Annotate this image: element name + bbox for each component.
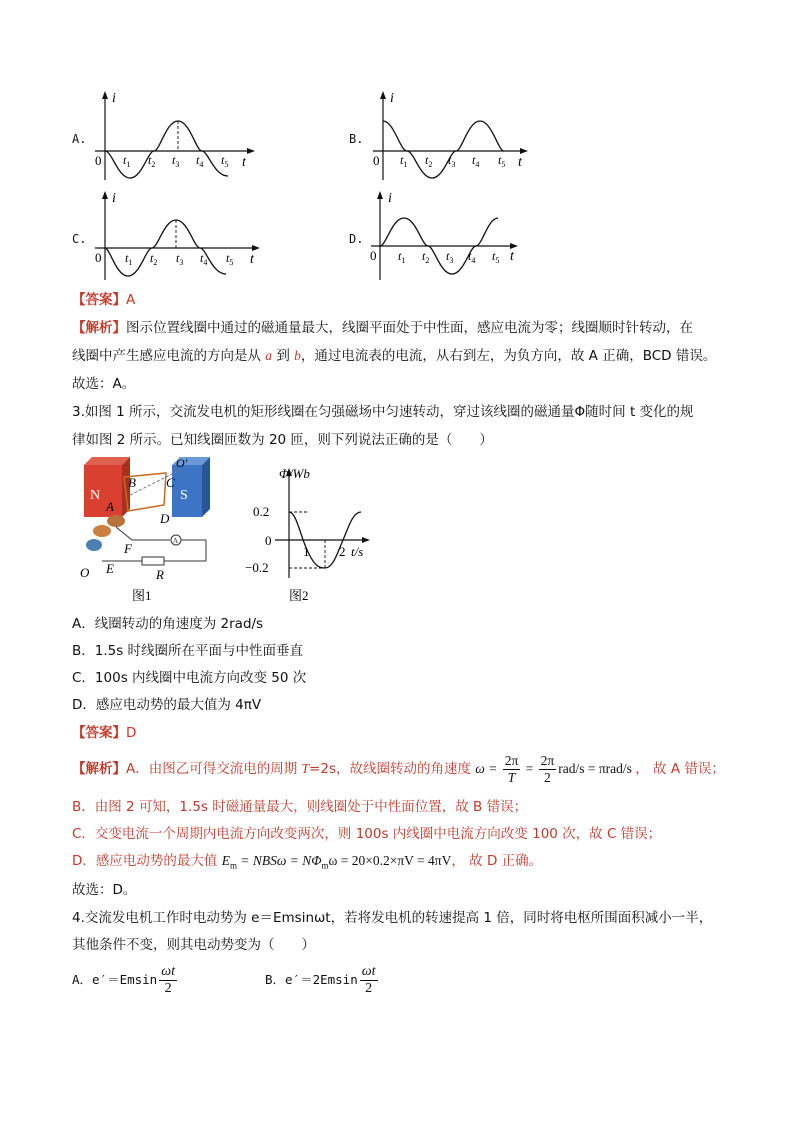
option-d-label: D. [349,232,364,246]
svg-text:t2: $t_2$ [150,251,158,267]
graph-d [368,188,528,283]
svg-text:t4: $t_4$ [196,153,204,169]
svg-text:0: 0 [265,533,272,548]
svg-text:A: A [106,499,114,514]
svg-text:t1: $t_1$ [400,153,408,169]
svg-text:0: 0 [373,153,380,168]
q3-analysis-d: D．感应电动势的最大值 $E_m = NBS\omega = N\Phi_m\omega = 20\times 0.2\times\pi V = 4\pi V$， 故 D 正确。 [72,853,543,871]
svg-text:t5: $t_5$ [492,249,500,265]
svg-text:t: t [510,249,514,264]
option-c-label: C. [72,232,87,246]
svg-text:t2: $t_2$ [148,153,156,169]
svg-text:t2: $t_2$ [422,249,430,265]
q3-analysis-b: B．由图 2 可知，1.5s 时磁通量最大，则线圈处于中性面位置，故 B 错误； [72,799,528,815]
svg-text:S: S [180,488,188,503]
svg-text:t3: $t_3$ [176,251,184,267]
q3-option-b: B．1.5s 时线圈所在平面与中性面垂直 [72,643,304,659]
svg-text:0.2: 0.2 [253,504,270,519]
q3-stem-2: 律如图 2 所示。已知线圈匝数为 20 匝，则下列说法正确的是（ ） [72,432,493,448]
svg-text:−0.2: −0.2 [245,560,269,575]
graph-c [90,188,265,283]
figure-1-generator [72,455,232,605]
graph-a [90,88,260,183]
q4-stem-1: 4.交流发电机工作时电动势为 e＝Emsinωt，若将发电机的转速提高 1 倍，同时将电枢所围面积减小一半， [72,910,713,926]
svg-text:C: C [166,475,175,490]
q2-answer: 【答案】A [72,292,136,308]
svg-text:D: D [160,511,170,526]
q2-analysis-1: 【解析】图示位置线圈中通过的磁通量最大，线圈平面处于中性面，感应电流为零；线圈顺时针转动，在 [72,320,693,336]
q3-option-a: A．线圈转动的角速度为 2rad/s [72,616,264,632]
axis-i: i [112,91,116,106]
svg-text:O: O [80,565,90,580]
svg-text:t: t [250,252,254,267]
graph-b [368,88,538,183]
svg-text:t5: $t_5$ [226,251,234,267]
svg-text:Φ/Wb: Φ/Wb [279,466,310,481]
svg-text:E: E [106,561,114,576]
svg-text:t1: $t_1$ [398,249,406,265]
svg-text:A: A [173,537,179,545]
svg-text:N: N [90,488,101,503]
q2-choose: 故选：A。 [72,376,136,392]
q4-option-a: A．e′＝Emsin $\frac{\omega t}{2}$ [72,964,175,996]
svg-text:t1: $t_1$ [123,153,131,169]
figure-2-caption: 图2 [289,588,309,603]
q3-stem-1: 3.如图 1 所示，交流发电机的矩形线圈在匀强磁场中匀速转动，穿过该线圈的磁通量Φ随时间 t 变化的规 [72,404,694,420]
svg-text:t/s: t/s [351,544,364,559]
svg-text:t4: $t_4$ [468,249,476,265]
q3-answer: 【答案】D [72,725,137,741]
svg-text:t4: $t_4$ [200,251,208,267]
svg-text:2: 2 [339,544,346,559]
svg-text:t2: $t_2$ [425,153,433,169]
svg-text:i: i [112,191,116,206]
svg-text:i: i [390,91,394,106]
svg-text:B: B [128,475,136,490]
svg-text:1: 1 [303,544,310,559]
q3-option-d: D．感应电动势的最大值为 4πV [72,697,262,713]
q4-stem-2: 其他条件不变，则其电动势变为（ ） [72,937,315,953]
svg-text:t3: $t_3$ [448,153,456,169]
svg-text:0: 0 [95,153,102,168]
svg-text:0: 0 [95,250,102,265]
svg-text:F: F [124,541,132,556]
q3-analysis-a: 【解析】A．由图乙可得交流电的周期 T=2s，故线圈转动的角速度 ω = $\frac{2\pi}{T}$ = $\frac{2\pi}{2}$ rad/s = πrad/s ， 故 A 错误； [72,753,725,786]
q4-option-b: B．e′＝2Emsin $\frac{\omega t}{2}$ [265,964,376,996]
figure-2-flux-graph [245,460,375,605]
option-a-label: A. [72,132,87,146]
figure-1-caption: 图1 [132,588,152,603]
svg-text:t: t [518,155,522,170]
q3-option-c: C．100s 内线圈中电流方向改变 50 次 [72,670,307,686]
option-b-label: B. [349,132,364,146]
svg-text:0: 0 [370,248,377,263]
q3-analysis-c: C．交变电流一个周期内电流方向改变两次，则 100s 内线圈中电流方向改变 100 次，故 C 错误； [72,826,662,842]
svg-text:t5: $t_5$ [221,153,229,169]
svg-text:t3: $t_3$ [172,153,180,169]
svg-text:O′: O′ [176,456,188,470]
q3-choose: 故选：D。 [72,882,137,898]
svg-text:t1: $t_1$ [125,251,133,267]
svg-text:i: i [388,191,392,206]
svg-text:t: t [242,155,246,170]
svg-text:t4: $t_4$ [472,153,480,169]
svg-text:R: R [156,567,164,582]
svg-text:t3: $t_3$ [446,249,454,265]
svg-text:t5: $t_5$ [498,153,506,169]
q2-analysis-2: 线圈中产生感应电流的方向是从 a 到 b，通过电流表的电流，从右到左，为负方向，故 A 正确，BCD 错误。 [72,348,717,364]
